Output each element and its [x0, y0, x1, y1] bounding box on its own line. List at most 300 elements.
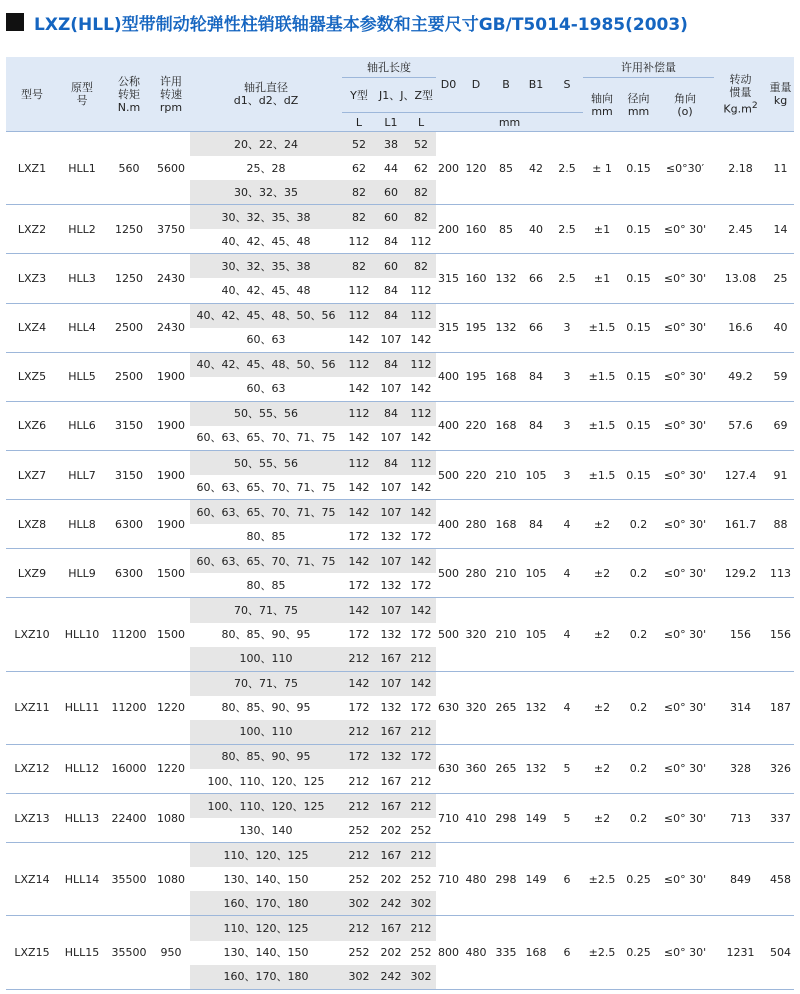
hub-y-length-cell: 112: [342, 401, 376, 426]
header-orig-model: [58, 57, 106, 132]
inertia-cell: 1231: [714, 916, 767, 990]
torque-cell: 2500: [106, 352, 152, 401]
hub-l1-length-cell: 132: [376, 744, 406, 769]
hub-l1-length-cell: 202: [380, 946, 402, 960]
header-weight: 重量 kg: [767, 57, 794, 132]
radial-cell: 0.2: [621, 500, 656, 549]
model-cell: LXZ4: [6, 303, 58, 352]
table-body: [6, 132, 794, 990]
hub-y-length-cell: 52: [342, 132, 376, 157]
table-row: [6, 744, 794, 769]
orig-model-cell: HLL11: [58, 671, 106, 744]
d-cell: 160: [461, 254, 491, 303]
table-row: [6, 401, 794, 426]
hub-l-length-cell: 172: [410, 578, 432, 592]
radial-cell: 0.15: [621, 451, 656, 500]
hub-l1-length-cell: 107: [376, 549, 406, 574]
bore-cell: 30、32、35、38: [190, 205, 342, 230]
header-radial: 径向 mm: [621, 78, 656, 132]
model-cell: LXZ5: [6, 352, 58, 401]
bore-cell: 60、63、65、70、71、75: [190, 549, 342, 574]
b1-cell: 40: [521, 205, 551, 254]
angular-cell: ≤0° 30': [656, 794, 714, 843]
d0-cell: 315: [436, 303, 461, 352]
header-hub-j: J1、J、Z型: [376, 78, 436, 113]
page-title: LXZ(HLL)型带制动轮弹性柱销联轴器基本参数和主要尺寸GB/T5014-1985(2003): [34, 14, 688, 35]
header-b: B: [491, 57, 521, 113]
hub-l1-length-cell: 132: [380, 628, 402, 642]
hub-y-length-cell: 142: [348, 382, 370, 396]
hub-l-length-cell: 172: [406, 744, 436, 769]
angular-cell: ≤0° 30': [656, 671, 714, 744]
d0-cell: 710: [436, 794, 461, 843]
d0-cell: 200: [436, 205, 461, 254]
angular-cell: ≤0°30′: [656, 132, 714, 205]
orig-model-cell: HLL8: [58, 500, 106, 549]
hub-l1-length-cell: 167: [376, 720, 406, 745]
axial-cell: ±2: [583, 794, 621, 843]
speed-cell: 1220: [152, 671, 190, 744]
model-cell: LXZ12: [6, 744, 58, 793]
hub-y-length-cell: 112: [348, 234, 370, 248]
orig-model-cell: HLL4: [58, 303, 106, 352]
s-cell: 3: [551, 451, 583, 500]
s-cell: 4: [551, 500, 583, 549]
header-l-j: L: [406, 113, 436, 132]
hub-l-length-cell: 142: [406, 598, 436, 623]
inertia-cell: 13.08: [714, 254, 767, 303]
hub-l1-length-cell: 84: [376, 303, 406, 328]
bore-cell: 60、63、65、70、71、75: [190, 500, 342, 525]
bore-cell: 60、63、65、70、71、75: [196, 480, 336, 494]
radial-cell: 0.2: [621, 549, 656, 598]
bore-cell: 130、140、150: [223, 872, 309, 886]
b1-cell: 149: [521, 843, 551, 916]
header-unit-mm: mm: [436, 113, 583, 132]
inertia-cell: 57.6: [714, 401, 767, 450]
bore-cell: 20、22、24: [190, 132, 342, 157]
orig-model-cell: HLL2: [58, 205, 106, 254]
speed-cell: 1220: [152, 744, 190, 793]
hub-y-length-cell: 252: [348, 823, 370, 837]
hub-l-length-cell: 112: [406, 451, 436, 476]
torque-cell: 6300: [106, 500, 152, 549]
header-l: L: [342, 113, 376, 132]
speed-cell: 1900: [152, 451, 190, 500]
torque-cell: 22400: [106, 794, 152, 843]
hub-y-length-cell: 112: [342, 303, 376, 328]
parameter-table: [6, 57, 794, 990]
angular-cell: ≤0° 30': [656, 205, 714, 254]
hub-y-length-cell: 212: [342, 794, 376, 819]
d0-cell: 500: [436, 451, 461, 500]
orig-model-cell: HLL14: [58, 843, 106, 916]
axial-cell: ±2: [583, 671, 621, 744]
s-cell: 4: [551, 671, 583, 744]
axial-cell: ±2: [583, 598, 621, 671]
model-cell: LXZ7: [6, 451, 58, 500]
inertia-cell: 129.2: [714, 549, 767, 598]
hub-y-length-cell: 112: [342, 451, 376, 476]
angular-cell: ≤0° 30': [656, 451, 714, 500]
s-cell: 4: [551, 598, 583, 671]
hub-l-length-cell: 112: [410, 234, 432, 248]
header-hub-length: 轴孔长度: [342, 57, 436, 78]
speed-cell: 1900: [152, 352, 190, 401]
hub-l-length-cell: 172: [410, 701, 432, 715]
b1-cell: 132: [521, 744, 551, 793]
hub-l1-length-cell: 202: [380, 823, 402, 837]
hub-l-length-cell: 112: [406, 401, 436, 426]
b-cell: 168: [491, 352, 521, 401]
hub-l1-length-cell: 107: [380, 480, 402, 494]
bore-cell: 50、55、56: [190, 451, 342, 476]
header-d0: D0: [436, 57, 461, 113]
hub-l1-length-cell: 167: [380, 774, 402, 788]
speed-cell: 950: [152, 916, 190, 990]
orig-model-cell: HLL6: [58, 401, 106, 450]
bore-cell: 100、110: [190, 647, 342, 672]
angular-cell: ≤0° 30': [656, 500, 714, 549]
orig-model-cell: HLL7: [58, 451, 106, 500]
inertia-cell: 156: [714, 598, 767, 671]
b-cell: 265: [491, 671, 521, 744]
b1-cell: 66: [521, 254, 551, 303]
hub-l-length-cell: 142: [410, 431, 432, 445]
axial-cell: ±1.5: [583, 303, 621, 352]
torque-cell: 1250: [106, 254, 152, 303]
radial-cell: 0.15: [621, 254, 656, 303]
hub-l1-length-cell: 38: [376, 132, 406, 157]
torque-cell: 560: [106, 132, 152, 205]
hub-y-length-cell: 252: [348, 872, 370, 886]
d-cell: 360: [461, 744, 491, 793]
hub-l-length-cell: 212: [410, 774, 432, 788]
d-cell: 320: [461, 671, 491, 744]
table-row: [6, 254, 794, 279]
axial-cell: ± 1: [583, 132, 621, 205]
d0-cell: 630: [436, 744, 461, 793]
d-cell: 195: [461, 352, 491, 401]
speed-cell: 5600: [152, 132, 190, 205]
hub-y-length-cell: 62: [352, 161, 366, 175]
inertia-cell: 713: [714, 794, 767, 843]
angular-cell: ≤0° 30': [656, 352, 714, 401]
d0-cell: 400: [436, 500, 461, 549]
orig-model-cell: HLL12: [58, 744, 106, 793]
bore-cell: 160、170、180: [190, 965, 342, 990]
hub-y-length-cell: 252: [348, 946, 370, 960]
hub-l-length-cell: 172: [410, 529, 432, 543]
weight-cell: 187: [767, 671, 794, 744]
radial-cell: 0.15: [621, 303, 656, 352]
hub-y-length-cell: 142: [348, 333, 370, 347]
s-cell: 4: [551, 549, 583, 598]
hub-y-length-cell: 172: [348, 701, 370, 715]
b1-cell: 105: [521, 598, 551, 671]
axial-cell: ±2.5: [583, 843, 621, 916]
inertia-cell: 849: [714, 843, 767, 916]
hub-y-length-cell: 112: [348, 283, 370, 297]
hub-y-length-cell: 82: [342, 254, 376, 279]
axial-cell: ±1: [583, 254, 621, 303]
b1-cell: 105: [521, 451, 551, 500]
table-header: [6, 57, 794, 132]
hub-y-length-cell: 212: [342, 916, 376, 941]
torque-cell: 11200: [106, 671, 152, 744]
orig-model-cell: HLL15: [58, 916, 106, 990]
hub-l1-length-cell: 202: [380, 872, 402, 886]
torque-cell: 2500: [106, 303, 152, 352]
b-cell: 210: [491, 598, 521, 671]
b1-cell: 84: [521, 500, 551, 549]
weight-cell: 458: [767, 843, 794, 916]
b-cell: 210: [491, 549, 521, 598]
speed-cell: 1500: [152, 598, 190, 671]
s-cell: 2.5: [551, 205, 583, 254]
hub-l1-length-cell: 84: [376, 401, 406, 426]
model-cell: LXZ10: [6, 598, 58, 671]
hub-l-length-cell: 82: [406, 180, 436, 205]
bore-cell: 30、32、35、38: [190, 254, 342, 279]
table-row: [6, 132, 794, 157]
angular-cell: ≤0° 30': [656, 744, 714, 793]
header-hub-y: Y型: [342, 78, 376, 113]
radial-cell: 0.25: [621, 843, 656, 916]
table-row: [6, 205, 794, 230]
inertia-cell: 161.7: [714, 500, 767, 549]
weight-cell: 326: [767, 744, 794, 793]
hub-l1-length-cell: 60: [376, 254, 406, 279]
bore-cell: 80、85、90、95: [221, 628, 311, 642]
b-cell: 335: [491, 916, 521, 990]
hub-l1-length-cell: 167: [376, 916, 406, 941]
header-torque: 公称 转矩 N.m: [106, 57, 152, 132]
header-axial: 轴向 mm: [583, 78, 621, 132]
hub-l1-length-cell: 242: [376, 965, 406, 990]
bore-cell: 60、63: [246, 333, 286, 347]
bore-cell: 25、28: [246, 161, 286, 175]
table-row: [6, 303, 794, 328]
hub-y-length-cell: 172: [348, 529, 370, 543]
bore-cell: 160、170、180: [190, 891, 342, 916]
s-cell: 2.5: [551, 254, 583, 303]
bore-cell: 80、85: [246, 578, 286, 592]
header-model: 型号: [6, 57, 58, 132]
d0-cell: 200: [436, 132, 461, 205]
b-cell: 168: [491, 500, 521, 549]
weight-cell: 40: [767, 303, 794, 352]
radial-cell: 0.15: [621, 132, 656, 205]
model-cell: LXZ14: [6, 843, 58, 916]
torque-cell: 16000: [106, 744, 152, 793]
radial-cell: 0.15: [621, 205, 656, 254]
header-l1: L1: [376, 113, 406, 132]
hub-l-length-cell: 52: [406, 132, 436, 157]
angular-cell: ≤0° 30': [656, 843, 714, 916]
hub-y-length-cell: 142: [348, 431, 370, 445]
hub-l-length-cell: 142: [410, 480, 432, 494]
hub-y-length-cell: 142: [348, 480, 370, 494]
hub-l-length-cell: 142: [406, 500, 436, 525]
inertia-cell: 2.45: [714, 205, 767, 254]
hub-l1-length-cell: 84: [384, 234, 398, 248]
inertia-cell: 16.6: [714, 303, 767, 352]
d-cell: 320: [461, 598, 491, 671]
weight-cell: 156: [767, 598, 794, 671]
table-row: [6, 352, 794, 377]
axial-cell: ±1.5: [583, 352, 621, 401]
header-compensation: 许用补偿量: [583, 57, 714, 78]
inertia-cell: 127.4: [714, 451, 767, 500]
model-cell: LXZ8: [6, 500, 58, 549]
bore-cell: 40、42、45、48: [221, 283, 311, 297]
title-bar: [6, 6, 688, 38]
bore-cell: 60、63、65、70、71、75: [196, 431, 336, 445]
bore-cell: 80、85、90、95: [190, 744, 342, 769]
d-cell: 120: [461, 132, 491, 205]
hub-l1-length-cell: 132: [380, 578, 402, 592]
table-row: [6, 500, 794, 525]
bore-cell: 100、110、120、125: [207, 774, 325, 788]
angular-cell: ≤0° 30': [656, 916, 714, 990]
hub-y-length-cell: 302: [342, 891, 376, 916]
speed-cell: 1080: [152, 794, 190, 843]
speed-cell: 3750: [152, 205, 190, 254]
d-cell: 220: [461, 401, 491, 450]
bore-cell: 110、120、125: [190, 916, 342, 941]
radial-cell: 0.2: [621, 794, 656, 843]
hub-y-length-cell: 212: [342, 843, 376, 868]
s-cell: 3: [551, 303, 583, 352]
d-cell: 410: [461, 794, 491, 843]
hub-y-length-cell: 142: [342, 549, 376, 574]
orig-model-cell: HLL3: [58, 254, 106, 303]
weight-cell: 504: [767, 916, 794, 990]
weight-cell: 25: [767, 254, 794, 303]
inertia-cell: 2.18: [714, 132, 767, 205]
bore-cell: 40、42、45、48、50、56: [190, 352, 342, 377]
bore-cell: 70、71、75: [190, 598, 342, 623]
model-cell: LXZ2: [6, 205, 58, 254]
b1-cell: 42: [521, 132, 551, 205]
d0-cell: 800: [436, 916, 461, 990]
d0-cell: 315: [436, 254, 461, 303]
hub-l-length-cell: 252: [410, 823, 432, 837]
model-cell: LXZ3: [6, 254, 58, 303]
hub-y-length-cell: 172: [348, 578, 370, 592]
hub-l1-length-cell: 107: [376, 598, 406, 623]
radial-cell: 0.15: [621, 401, 656, 450]
b-cell: 132: [491, 303, 521, 352]
header-angular: 角向 (o): [656, 78, 714, 132]
b1-cell: 84: [521, 352, 551, 401]
bore-cell: 100、110: [190, 720, 342, 745]
orig-model-cell: HLL5: [58, 352, 106, 401]
speed-cell: 2430: [152, 254, 190, 303]
bore-cell: 60、63: [246, 382, 286, 396]
hub-l1-length-cell: 60: [376, 205, 406, 230]
hub-l-length-cell: 302: [406, 965, 436, 990]
model-cell: LXZ13: [6, 794, 58, 843]
radial-cell: 0.2: [621, 671, 656, 744]
header-s: S: [551, 57, 583, 113]
torque-cell: 3150: [106, 451, 152, 500]
table-row: [6, 916, 794, 941]
hub-l1-length-cell: 107: [376, 500, 406, 525]
bore-cell: 130、140、150: [223, 946, 309, 960]
bore-cell: 50、55、56: [190, 401, 342, 426]
speed-cell: 2430: [152, 303, 190, 352]
hub-l-length-cell: 142: [410, 333, 432, 347]
table-row: [6, 843, 794, 868]
hub-y-length-cell: 212: [348, 774, 370, 788]
orig-model-cell: HLL9: [58, 549, 106, 598]
inertia-cell: 49.2: [714, 352, 767, 401]
axial-cell: ±2.5: [583, 916, 621, 990]
hub-y-length-cell: 212: [342, 647, 376, 672]
hub-l-length-cell: 142: [406, 549, 436, 574]
b-cell: 210: [491, 451, 521, 500]
hub-l1-length-cell: 60: [376, 180, 406, 205]
d0-cell: 400: [436, 352, 461, 401]
speed-cell: 1900: [152, 401, 190, 450]
s-cell: 6: [551, 916, 583, 990]
b-cell: 265: [491, 744, 521, 793]
hub-y-length-cell: 82: [342, 205, 376, 230]
d-cell: 280: [461, 500, 491, 549]
title-square-icon: [6, 13, 24, 31]
table-row: [6, 549, 794, 574]
hub-l-length-cell: 212: [406, 916, 436, 941]
b1-cell: 105: [521, 549, 551, 598]
b1-cell: 84: [521, 401, 551, 450]
s-cell: 3: [551, 401, 583, 450]
hub-l-length-cell: 82: [406, 205, 436, 230]
d-cell: 195: [461, 303, 491, 352]
header-speed: 许用 转速 rpm: [152, 57, 190, 132]
bore-cell: 80、85、90、95: [221, 701, 311, 715]
axial-cell: ±1.5: [583, 401, 621, 450]
hub-l1-length-cell: 132: [380, 529, 402, 543]
torque-cell: 6300: [106, 549, 152, 598]
table-row: [6, 598, 794, 623]
hub-l1-length-cell: 84: [384, 283, 398, 297]
hub-y-length-cell: 172: [348, 628, 370, 642]
hub-l-length-cell: 142: [410, 382, 432, 396]
header-b1: B1: [521, 57, 551, 113]
hub-l1-length-cell: 84: [376, 451, 406, 476]
header-d: D: [461, 57, 491, 113]
hub-l-length-cell: 112: [406, 303, 436, 328]
hub-l-length-cell: 212: [406, 647, 436, 672]
radial-cell: 0.15: [621, 352, 656, 401]
header-orig-model-label: 原型号: [71, 81, 93, 107]
bore-cell: 40、42、45、48: [221, 234, 311, 248]
hub-l-length-cell: 212: [406, 720, 436, 745]
orig-model-cell: HLL13: [58, 794, 106, 843]
hub-y-length-cell: 212: [342, 720, 376, 745]
model-cell: LXZ9: [6, 549, 58, 598]
speed-cell: 1080: [152, 843, 190, 916]
d-cell: 220: [461, 451, 491, 500]
hub-y-length-cell: 302: [342, 965, 376, 990]
speed-cell: 1500: [152, 549, 190, 598]
bore-cell: 80、85: [246, 529, 286, 543]
hub-l1-length-cell: 167: [376, 843, 406, 868]
hub-l1-length-cell: 107: [380, 431, 402, 445]
hub-l1-length-cell: 107: [376, 671, 406, 696]
